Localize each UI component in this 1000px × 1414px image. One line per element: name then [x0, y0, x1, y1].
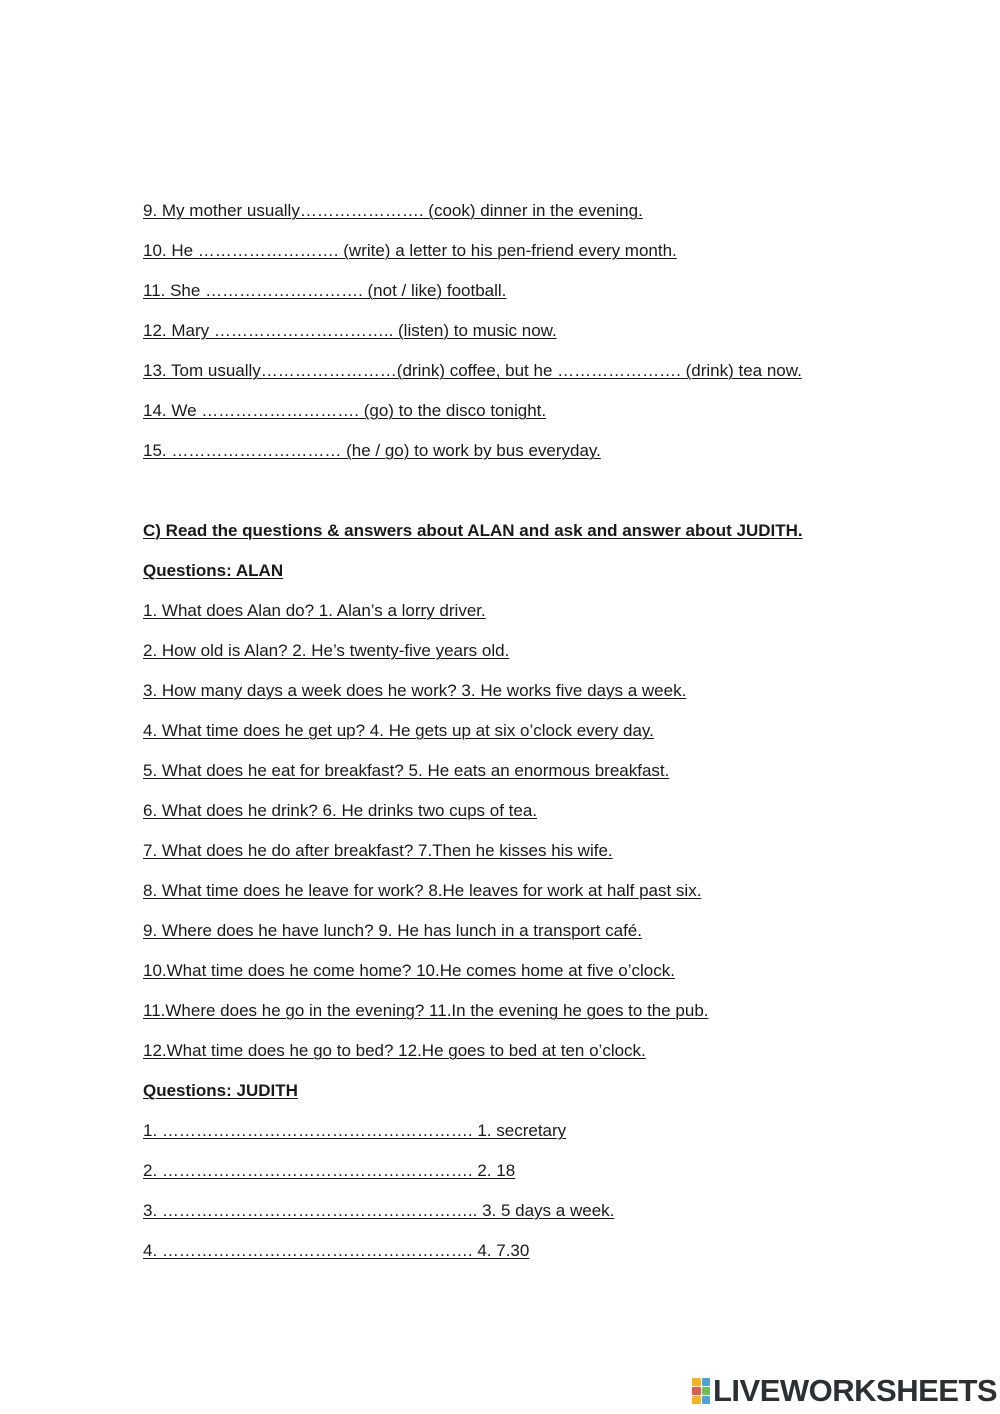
judith-qa-4: 4. ………………………………………………. 4. 7.30: [143, 1241, 530, 1260]
exercise-item-12: 12. Mary ………………………….. (listen) to music now.: [143, 321, 557, 340]
exercise-item-9: 9. My mother usually…………………. (cook) dinner in the evening.: [143, 201, 643, 220]
exercise-item-13: 13. Tom usually……………………(drink) coffee, but he …………………. (drink) tea now.: [143, 361, 802, 380]
exercise-item-15: 15. ………………………… (he / go) to work by bus everyday.: [143, 441, 601, 460]
judith-qa-2: 2. ………………………………………………. 2. 18: [143, 1161, 516, 1180]
logo-square-4: [702, 1387, 711, 1395]
liveworksheets-logo: [692, 1374, 997, 1408]
logo-square-3: [692, 1387, 701, 1395]
judith-questions-heading: Questions: JUDITH: [143, 1081, 298, 1100]
liveworksheets-logo-icon: [692, 1378, 710, 1404]
section-c-heading: C) Read the questions & answers about ALAN and ask and answer about JUDITH.: [143, 521, 803, 540]
alan-qa-7: 7. What does he do after breakfast? 7.Then he kisses his wife.: [143, 841, 613, 860]
alan-qa-1: 1. What does Alan do? 1. Alan’s a lorry driver.: [143, 601, 486, 620]
alan-qa-11: 11.Where does he go in the evening? 11.In the evening he goes to the pub.: [143, 1001, 709, 1020]
exercise-item-11: 11. She ………………………. (not / like) football.: [143, 281, 507, 300]
logo-square-1: [692, 1378, 701, 1386]
exercise-item-10: 10. He ……………………. (write) a letter to his pen-friend every month.: [143, 241, 677, 260]
alan-qa-4: 4. What time does he get up? 4. He gets up at six o’clock every day.: [143, 721, 654, 740]
alan-qa-8: 8. What time does he leave for work? 8.He leaves for work at half past six.: [143, 881, 702, 900]
judith-qa-3: 3. ……………………………………………….. 3. 5 days a week.: [143, 1201, 615, 1220]
alan-qa-6: 6. What does he drink? 6. He drinks two cups of tea.: [143, 801, 538, 820]
brand-name: LIVEWORKSHEETS: [713, 1373, 998, 1408]
alan-questions-heading: Questions: ALAN: [143, 561, 284, 580]
alan-qa-5: 5. What does he eat for breakfast? 5. He eats an enormous breakfast.: [143, 761, 670, 780]
alan-qa-2: 2. How old is Alan? 2. He’s twenty-five years old.: [143, 641, 510, 660]
alan-qa-9: 9. Where does he have lunch? 9. He has lunch in a transport café.: [143, 921, 642, 940]
alan-qa-12: 12.What time does he go to bed? 12.He goes to bed at ten o’clock.: [143, 1041, 646, 1060]
exercise-item-14: 14. We ………………………. (go) to the disco tonight.: [143, 401, 547, 420]
judith-qa-1: 1. ………………………………………………. 1. secretary: [143, 1121, 567, 1140]
logo-square-6: [702, 1396, 711, 1404]
logo-square-2: [702, 1378, 711, 1386]
alan-qa-10: 10.What time does he come home? 10.He comes home at five o’clock.: [143, 961, 675, 980]
logo-square-5: [692, 1396, 701, 1404]
alan-qa-3: 3. How many days a week does he work? 3. He works five days a week.: [143, 681, 687, 700]
